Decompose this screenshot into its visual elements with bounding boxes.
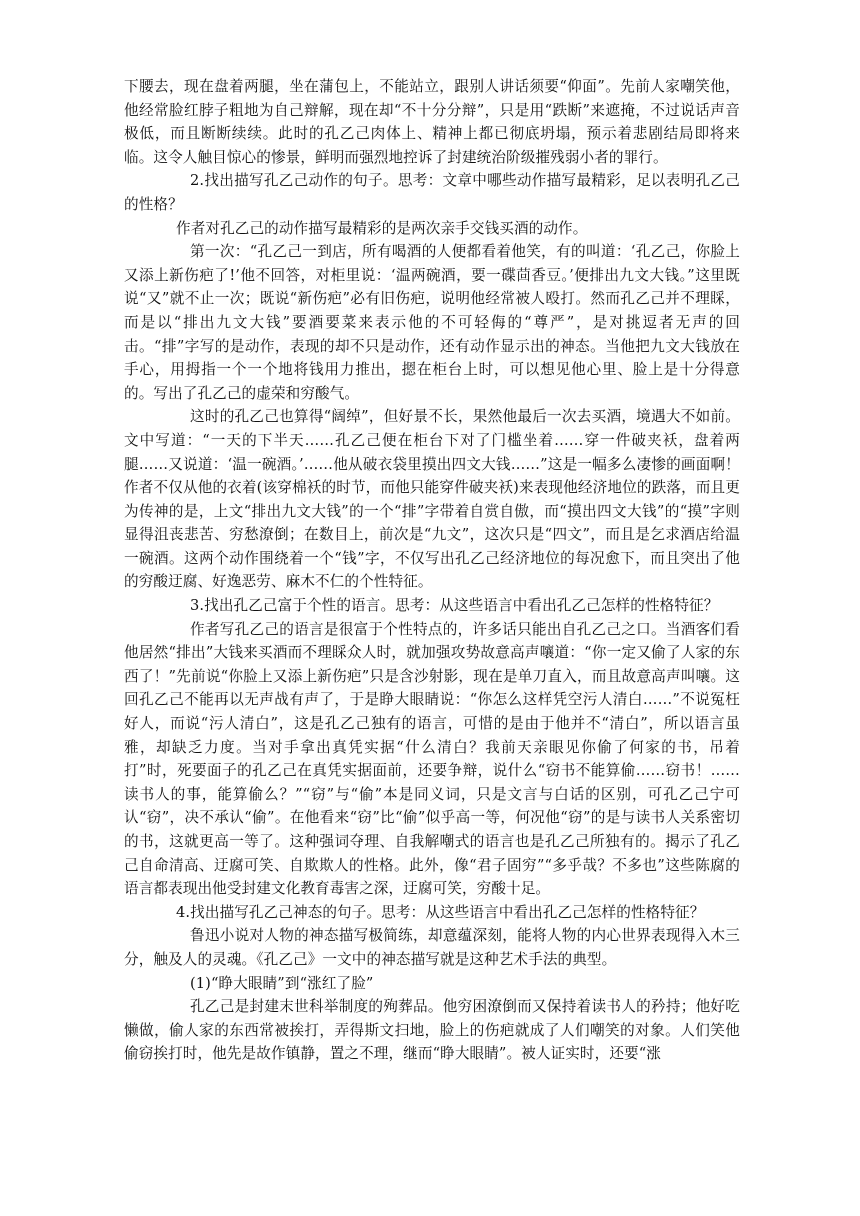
answer-3: 作者写孔乙己的语言是很富于个性特点的，许多话只能出自孔乙己之口。当酒客们看他居然“排出”大钱来买酒而不理睬众人时，就加强攻势故意高声嚷道：“你一定又偷了人家的东西了！”先前说“你脸上又添上新伤疤”只是含沙射影，现在是单刀直入，而且故意高声叫嚷。这回孔乙己不能再以无声战有声了，于是睁大眼睛说：“你怎么这样凭空污人清白……”不说冤枉好人，而说“污人清白”，这是孔乙己独有的语言，可惜的是由于他并不“清白”，所以语言虽雅，却缺乏力度。当对手拿出真凭实据“什么清白？我前天亲眼见你偷了何家的书，吊着打”时，死要面子的孔乙己在真凭实据面前，还要争辩，说什么“窃书不能算偷……窃书！……读书人的事，能算偷么？”“窃”与“偷”本是同义词，只是文言与白话的区别，可孔乙己宁可认“窃”，决不承认“偷”。在他看来“窃”比“偷”似乎高一等，何况他“窃”的是与读书人关系密切的书，这就更高一等了。这种强词夺理、自我解嘲式的语言也是孔乙己所独有的。揭示了孔乙己自命清高、迂腐可笑、自欺欺人的性格。此外，像“君子固穷”“多乎哉？不多也”这些陈腐的语言都表现出他受封建文化教育毒害之深，迂腐可笑，穷酸十足。 — [124, 620, 740, 898]
answer-2-intro: 作者对孔乙己的动作描写最精彩的是两次亲手交钱买酒的动作。 — [176, 219, 588, 237]
answer-2-second-purchase: 这时的孔乙己也算得“阔绰”，但好景不长，果然他最后一次去买酒，境遇大不如前。文中写道：“一天的下半天……孔乙己便在柜台下对了门槛坐着……穿一件破夹袄，盘着两腿……又说道：‘温一碗酒。’……他从破衣袋里摸出四文大钱……”这是一幅多么凄惨的画面啊！作者不仅从他的衣着(该穿棉袄的时节，而他只能穿件破夹袄)来表现他经济地位的跌落，而且更为传神的是，上文“排出九文大钱”的一个“排”字带着自赏自傲，而“摸出四文大钱”的“摸”字则显得沮丧悲苦、穷愁潦倒；在数目上，前次是“九文”，这次只是“四文”，而且是乞求酒店给温一碗酒。这两个动作围绕着一个“钱”字，不仅写出孔乙己经济地位的每况愈下，而且突出了他的穷酸迂腐、好逸恶劳、麻木不仁的个性特征。 — [124, 408, 740, 591]
answer-4-subheading-1: (1)“睁大眼睛”到“涨红了脸” — [190, 974, 374, 992]
answer-4-intro: 鲁迅小说对人物的神态描写极简练，却意蕴深刻，能将人物的内心世界表现得入木三分，触及人的灵魂。《孔乙己》一文中的神态描写就是这种艺术手法的典型。 — [124, 927, 740, 968]
document-body — [124, 75, 740, 1066]
question-4: 4.找出描写孔乙己神态的句子。思考：从这些语言中看出孔乙己怎样的性格特征？ — [176, 903, 705, 921]
answer-2-first-purchase: 第一次：“孔乙己一到店，所有喝酒的人便都看着他笑，有的叫道：‘孔乙己，你脸上又添上新伤疤了!’他不回答，对柜里说：‘温两碗酒，要一碟茴香豆。’便排出九文大钱。”这里既说“又”就不止一次；既说“新伤疤”必有旧伤疤，说明他经常被人殴打。然而孔乙己并不理睬，而是以“排出九文大钱”要酒要菜来表示他的不可轻侮的“尊严”，是对挑逗者无声的回击。“排”字写的是动作，表现的却不只是动作，还有动作显示出的神态。当他把九文大钱放在手心，用拇指一个一个地将钱用力推出，摁在柜台上时，可以想见他心里、脸上是十分得意的。写出了孔乙己的虚荣和穷酸气。 — [124, 243, 740, 402]
paragraph-continuation: 下腰去，现在盘着两腿，坐在蒲包上，不能站立，跟别人讲话须要“仰面”。先前人家嘲笑他，他经常脸红脖子粗地为自己辩解，现在却“不十分分辩”，只是用“跌断”来遮掩，不过说话声音极低，而且断断续续。此时的孔乙己肉体上、精神上都已彻底坍塌，预示着悲剧结局即将来临。这令人触目惊心的惨景，鲜明而强烈地控诉了封建统治阶级摧残弱小者的罪行。 — [124, 78, 740, 166]
question-3: 3.找出孔乙己富于个性的语言。思考：从这些语言中看出孔乙己怎样的性格特征？ — [190, 597, 719, 615]
question-2: 2.找出描写孔乙己动作的句子。思考：文章中哪些动作描写最精彩，足以表明孔乙己的性格？ — [124, 172, 740, 213]
answer-4-subheading-1-body: 孔乙己是封建末世科举制度的殉葬品。他穷困潦倒而又保持着读书人的矜持；他好吃懒做，偷人家的东西常被挨打，弄得斯文扫地，脸上的伤疤就成了人们嘲笑的对象。人们笑他偷窃挨打时，他先是故作镇静，置之不理，继而“睁大眼睛”。被人证实时，还要“涨 — [124, 998, 740, 1063]
